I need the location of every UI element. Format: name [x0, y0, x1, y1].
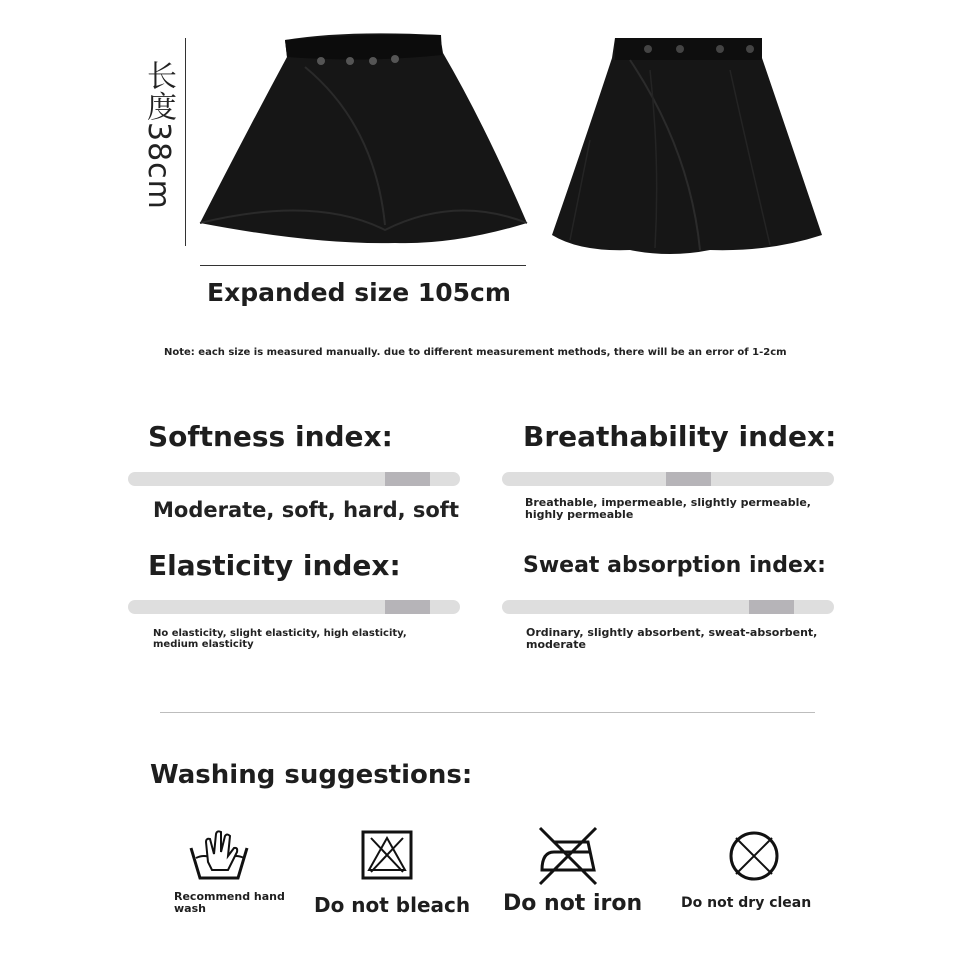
skirt-front-image [195, 25, 530, 255]
elasticity-index-level [385, 600, 430, 614]
sweat-absorption-index-title: Sweat absorption index: [523, 553, 826, 578]
softness-index-level [385, 472, 430, 486]
no-bleach-icon [361, 830, 413, 880]
elasticity-index-title: Elasticity index: [148, 549, 401, 582]
breathability-index-description: Breathable, impermeable, slightly permeable, highly permeable [525, 496, 811, 521]
measurement-note: Note: each size is measured manually. due to different measurement methods, there will be an error of 1-2cm [164, 347, 787, 358]
hand-wash-icon [188, 828, 250, 882]
softness-index-description: Moderate, soft, hard, soft [153, 498, 459, 522]
breathability-index-bar [502, 472, 834, 486]
no-iron-label: Do not iron [503, 891, 643, 916]
no-dry-clean-icon [728, 830, 780, 882]
width-measure-line [200, 265, 526, 266]
section-divider [160, 712, 815, 713]
expanded-size-label: Expanded size 105cm [207, 278, 511, 307]
no-bleach-label: Do not bleach [314, 893, 471, 917]
elasticity-index-description: No elasticity, slight elasticity, high elasticity, medium elasticity [153, 628, 407, 650]
sweat-absorption-index-description: Ordinary, slightly absorbent, sweat-absorbent, moderate [526, 626, 818, 651]
softness-index-bar [128, 472, 460, 486]
elasticity-index-bar [128, 600, 460, 614]
no-iron-icon [536, 826, 600, 886]
skirt-worn-image [550, 30, 825, 260]
hand-wash-label: Recommend hand wash [174, 890, 285, 915]
breathability-index-level [666, 472, 711, 486]
no-dry-clean-label: Do not dry clean [681, 895, 812, 911]
breathability-index-title: Breathability index: [523, 420, 837, 453]
sweat-absorption-index-level [749, 600, 794, 614]
sweat-absorption-index-bar [502, 600, 834, 614]
length-label: 长度38cm [141, 60, 176, 210]
washing-suggestions-title: Washing suggestions: [150, 760, 473, 790]
length-measure-line [185, 38, 186, 246]
softness-index-title: Softness index: [148, 420, 393, 453]
